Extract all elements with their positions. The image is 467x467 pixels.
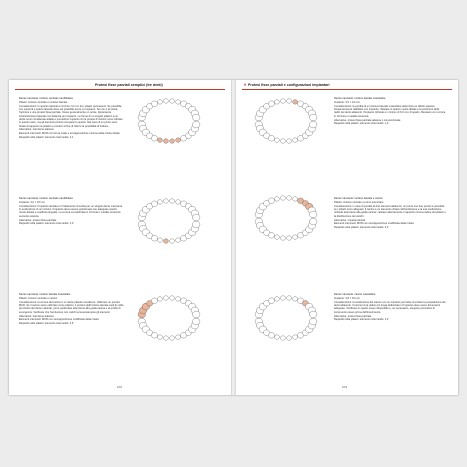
right-case-2-text (334, 197, 446, 287)
case-line: Requisiti nella pilastri: elemento intermedio: 2,1 (19, 136, 74, 140)
tooth (151, 298, 157, 304)
tooth-highlighted (163, 139, 168, 143)
left-page-header: Protesi fisse parziali semplici (tre denti) (95, 83, 163, 87)
tooth (287, 336, 292, 340)
tooth (274, 235, 279, 239)
tooth (268, 232, 274, 238)
tooth (163, 336, 168, 340)
right-header-rule (242, 89, 452, 90)
tooth (309, 311, 316, 318)
tooth (287, 99, 292, 103)
case-line: Alternative: protesi fissa parziale (334, 314, 372, 318)
tooth (192, 121, 199, 128)
dental-chart-case-5 (250, 192, 322, 244)
tooth (170, 336, 175, 340)
tooth (151, 235, 157, 241)
case-line: Alternative: protesi fissa parziale adesiva o convenzionale (334, 118, 401, 122)
case-line: Elementi intermedi: MCR con sovrapposizione modificata della cresta (19, 318, 99, 322)
tooth (274, 335, 279, 339)
right-case-1-text (334, 97, 446, 167)
dental-chart-case-2 (133, 195, 205, 247)
tooth (151, 135, 157, 141)
tooth (176, 238, 181, 242)
case-line: Requisiti nella pilastri: elemento intermedio: 2,5 (19, 322, 74, 326)
case-line: Requisiti nella pilastri: elemento intermedio: 2,0 (334, 226, 389, 230)
case-line: Impianto: 3,0 × 15 mm (19, 200, 45, 204)
tooth (151, 201, 157, 207)
tooth (274, 197, 279, 201)
tooth (309, 318, 316, 325)
tooth (287, 139, 292, 143)
tooth (170, 296, 175, 300)
case-line: Requisiti nella pilastri: elemento intermedio: 1,0 (334, 318, 389, 322)
case-line: Considerazioni: in caso di perdita di due elementi adiacenti, un ponte con due pontici è possibile se i pilastri sono adeguati. Il canino è un elemento chiave dell'occlusione e la sua sostituzione richiede attenzione alla guida canina; valutare attentamente il rapporto corona-radice dei pilastri e la distribuzione dei carichi. (334, 204, 446, 218)
case-line: Considerazioni: la perdita di un incisivo laterale mascellare determina un difetto estetico frequentemente riabilitato con impianto. Valutare lo spazio mesio-distale e la posizione delle radici dei denti adiacenti; l'impianto richiede un minimo di 6,0 mm di spazio. Restauro con corona in zirconia o metallo-ceramica. (334, 104, 446, 118)
tooth (192, 214, 199, 221)
tooth (170, 99, 175, 103)
case-line: Considerazioni: lo spazio edentulo è di circa 7,0 mm tra i pilastri permanenti. Se possibile, con supporti e spazio laterale dove sia possibile avere un impianto. Se non è la scelta, l'opzione è una protesi fissa parziale. Usare generalmente un ponte, tipicamente incisivo/incisivo laterale con distanza per impianto. Le forme di un singolo pilastro a un dente sono considerate adatte e prevedono impianti con le protesi di incisivi come indicato in questo caso, ma gli elementi pontici occupano lo spazio. Nel caso di un ponte sono fissati al rapporto tra pilastro e pontico al fine di ridurre la possibilità di frattura. (19, 104, 123, 128)
case-line: Requisiti nella pilastri: elemento intermedio: 1,0 (334, 122, 389, 126)
tooth (268, 198, 274, 204)
tooth (274, 138, 279, 142)
tooth (274, 100, 279, 104)
case-line: Alternative: impianti dentali (334, 218, 365, 222)
tooth (192, 114, 199, 121)
tooth (157, 297, 162, 301)
dental-chart-case-1 (133, 95, 205, 147)
case-line: Alternative: ritenzione adesiva (19, 314, 54, 318)
right-page-number: 103 (342, 385, 348, 389)
tooth (170, 199, 175, 203)
tooth (280, 296, 285, 300)
tooth (280, 236, 285, 240)
right-page (236, 80, 458, 395)
tooth-highlighted (293, 100, 298, 104)
tooth (192, 221, 199, 228)
tooth (280, 196, 285, 200)
case-line: Considerazioni: l'impianto dentale è il trattamento di scelta per un singolo dente mancante. In sostituzione di un incisivo, l'impianto deve essere posizionato con adeguato spazio mesio-distale e vestibolo-linguale. La corona va realizzata in zirconia o metallo-ceramica secondo estetica. (19, 204, 123, 218)
tooth (309, 218, 316, 225)
tooth (287, 296, 292, 300)
case-line: Alternative: protesi fissa parziale (19, 218, 57, 222)
tooth (293, 297, 298, 301)
case-line: Elementi intermedi: MCR con sovrapposizione modificata della cresta (334, 222, 414, 226)
chapter-number: 9 (244, 83, 246, 87)
case-line: Pilastri: incisivo centrale e canino (19, 296, 58, 300)
tooth (163, 99, 168, 103)
left-case-1-text (19, 97, 124, 167)
dental-chart-case-3 (133, 292, 205, 344)
tooth (280, 99, 285, 103)
tooth (287, 236, 292, 240)
tooth (157, 238, 162, 242)
tooth (274, 297, 279, 301)
tooth (287, 196, 292, 200)
tooth (293, 138, 298, 142)
tooth (293, 197, 298, 201)
tooth (157, 335, 162, 339)
left-page (9, 80, 231, 395)
case-line: Pilastri: incisivo centrale e incisivo laterale (19, 100, 68, 104)
tooth (157, 200, 162, 204)
tooth (268, 101, 274, 107)
tooth-highlighted (157, 138, 162, 142)
tooth (151, 332, 157, 338)
tooth (280, 336, 285, 340)
right-page-header (244, 83, 329, 87)
tooth-highlighted (163, 239, 168, 243)
tooth (163, 199, 168, 203)
case-line: Alternative: ritenzione adesiva (19, 128, 54, 132)
case-line: Dente mancante: incisivo centrale mandibolare (19, 197, 73, 200)
tooth (293, 235, 298, 239)
tooth (176, 100, 181, 104)
tooth (157, 100, 162, 104)
tooth (309, 121, 316, 128)
book-spread (9, 80, 458, 395)
case-line: Dente mancante: incisivo laterale mascellare (19, 293, 71, 296)
tooth (176, 200, 181, 204)
left-header-rule (15, 89, 225, 90)
tooth (170, 239, 175, 243)
case-line: Dente mancante: incisivo laterale mascellare (334, 97, 386, 100)
case-line: Dente mancante: incisivo laterale e canino (334, 197, 383, 200)
right-header-title: Protesi fisse parziali e configurazioni implantari (248, 83, 330, 87)
tooth (176, 297, 181, 301)
left-page-number: 102 (117, 385, 123, 389)
tooth (293, 335, 298, 339)
case-line: Dente mancante: incisivo centrale mandibolare (19, 97, 73, 100)
tooth (192, 311, 199, 318)
case-line: Dente mancante: canino mascellare (334, 293, 376, 296)
case-line: Pilastri: incisivo centrale e primo premolare (334, 200, 384, 204)
right-case-3-text (334, 293, 446, 373)
case-line: Requisiti nella pilastri: elemento intermedio: 1,0 (19, 222, 74, 226)
tooth (309, 114, 316, 121)
tooth (151, 101, 157, 107)
tooth (163, 296, 168, 300)
case-line: Impianto: 3,8 × 15 mm (334, 296, 360, 300)
tooth (268, 298, 274, 304)
tooth-highlighted (176, 138, 181, 142)
dental-chart-case-6 (250, 292, 322, 344)
tooth (268, 332, 274, 338)
left-case-2-text (19, 197, 124, 247)
tooth (268, 135, 274, 141)
dental-chart-case-4 (250, 95, 322, 147)
case-line: Considerazioni: la sostituzione del canino con un impianto permette di evitare la preparazione dei denti adiacenti. Il canino ha la radice più lunga dell'arcata e l'impianto deve avere dimensioni adeguate. Verificare lo spazio osseo disponibile e, se necessario, eseguire procedure di incremento osseo prima dell'inserimento. (334, 300, 446, 314)
tooth (309, 211, 316, 218)
case-line: Considerazioni: la corona del canino è un dente pilastro eccellente. Utilizzare un pontico MCR. Se il canino viene utilizzato come pilastro, il pontico dell'incisivo laterale sarà di solito più stretto del dente naturale; porre particolare attenzione alla guida canina e al profilo di emergenza. Verificare che l'occlusione non carichi eccessivamente gli elementi. (19, 300, 124, 314)
case-line: Elementi intermedi: MCR con forma ovale e sovrapposizione minima della cresta ridotta (19, 132, 120, 136)
tooth-highlighted (170, 139, 175, 143)
case-line: Impianto: 3,5 × 13 mm (334, 100, 360, 104)
left-case-3-text (19, 293, 124, 383)
tooth (280, 139, 285, 143)
tooth (192, 318, 199, 325)
tooth (176, 335, 181, 339)
